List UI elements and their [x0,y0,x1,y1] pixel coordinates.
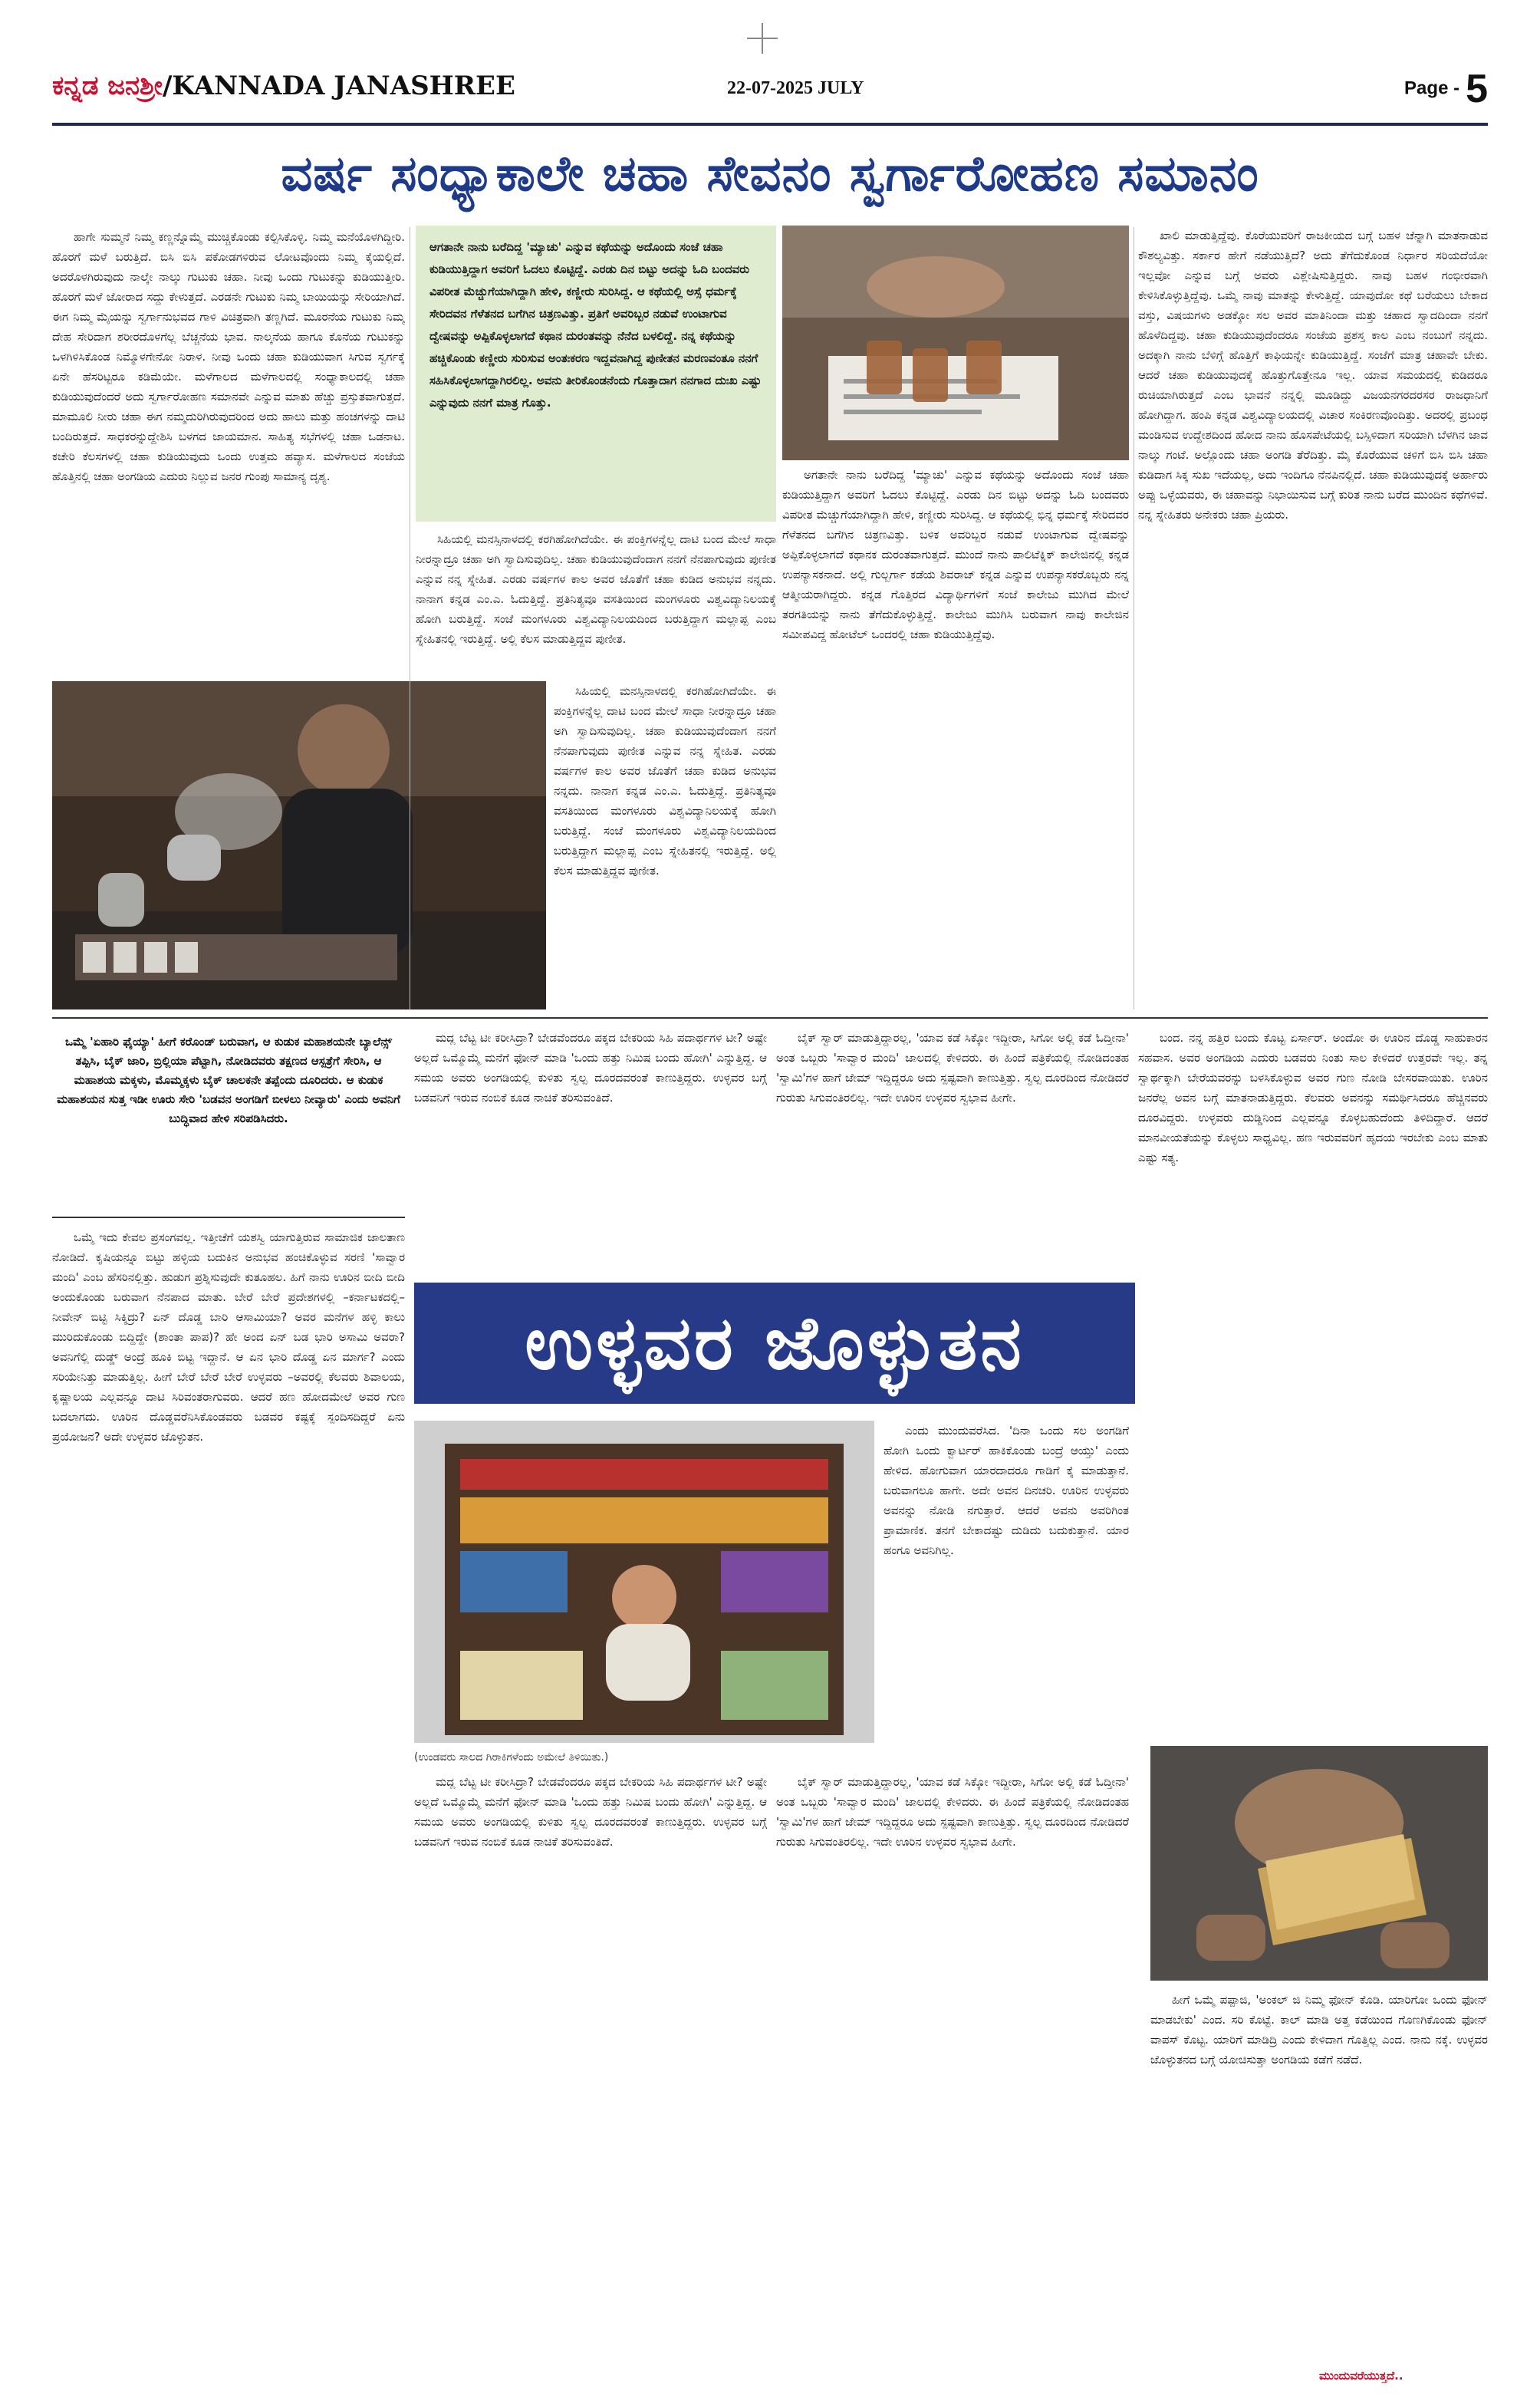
article-paragraph: ಬೈಕ್ ಸ್ವಾರ್ ಮಾಡುತ್ತಿದ್ದಾರಲ್ಲ, 'ಯಾವ ಕಡೆ ಸಿಕ್ಕೋ ಇದ್ದೀರಾ, ಸಿಗೋ ಅಲ್ಲಿ ಕಡೆ ಓದ್ತೀನಾ' ಅಂತ ಒಬ್ಬರು 'ಸಾವ್ವಾರ ಮಂದಿ' ಜಾಲದಲ್ಲಿ ಕೇಳಿದರು. ಈ ಹಿಂದೆ ಪತ್ರಿಕೆಯಲ್ಲಿ ನೋಡಿದಂತಹ 'ಸ್ವಾಮಿ'ಗಳ ಹಾಗೆ ಜೇಮ್ ಇದ್ದಿದ್ದರೂ ಅದು ಸ್ಪಷ್ಟವಾಗಿ ಕಾಣುತ್ತಿತ್ತು. ಸ್ವಲ್ಪ ದೂರದಿಂದ ನೋಡಿದರೆ ಗುರುತು ಸಿಗುವಂತಿರಲಿಲ್ಲ. ಇದೇ ಊರಿನ ಉಳ್ಳವರ ಸ್ವಭಾವ ಹೀಗೇ. [776,1775,1129,1849]
article-paragraph: ಅಗತಾನೇ ನಾನು ಬರೆದಿದ್ದ 'ಮ್ಯಾಚು' ಎನ್ನುವ ಕಥೆಯನ್ನು ಅದೊಂದು ಸಂಜೆ ಚಹಾ ಕುಡಿಯುತ್ತಿದ್ದಾಗ ಅವರಿಗೆ ಓದಲು ಕೊಟ್ಟಿದ್ದೆ. ಎರಡು ದಿನ ಬಿಟ್ಟು ಅದನ್ನು ಓದಿ ಬಂದವರು ವಿಪರೀತ ಮೆಚ್ಚುಗೆಯಾಗಿದ್ದಾಗಿ ಹೇಳಿ, ಕಣ್ಣೀರು ಸುರಿಸಿದ್ದ. ಆ ಕಥೆಯಲ್ಲಿ ಭಿನ್ನ ಧರ್ಮಕ್ಕೆ ಸೇರಿದವರ ಗೆಳೆತನದ ಬಗೆಗಿನ ಚಿತ್ರಣವಿತ್ತು. ಬಳಿಕ ಅವರಿಬ್ಬರ ನಡುವೆ ಉಂಟಾಗುವ ದ್ವೇಷವನ್ನು ಅಪ್ಪಿಕೊಳ್ಳಲಾಗದೆ ಕಥಾನಕ ದುರಂತವಾಗುತ್ತದೆ. ಮುಂದೆ ನಾನು ಪಾಲಿಟೆಕ್ನಿಕ್ ಕಾಲೇಜಿನಲ್ಲಿ ಕನ್ನಡ ಉಪನ್ಯಾಸಕನಾದೆ. ಅಲ್ಲಿ ಗುಲ್ಬರ್ಗಾ ಕಡೆಯ ಶಿವರಾಜ್ ಕನ್ನಡ ಎನ್ನುವ ಉಪನ್ಯಾಸಕರೊಬ್ಬರು ನನ್ನ ಆತ್ಮೀಯರಾಗಿದ್ದರು. ಕನ್ನಡ ಗೊತ್ತಿರದ ವಿದ್ಯಾರ್ಥಿಗಳಿಗೆ ಸಂಜೆ ಕಾಲೇಜು ಮುಗಿದ ಮೇಲೆ ತರಗತಿಯನ್ನು ನಾನು ತೆಗೆದುಕೊಳ್ಳುತ್ತಿದ್ದೆ. ಕಾಲೇಜು ಮುಗಿಸಿ ಬರುವಾಗ ನಾವು ಕಾಲೇಜಿನ ಸಮೀಪವಿದ್ದ ಹೋಟೆಲ್ ಒಂದರಲ್ಲಿ ಚಹಾ ಕುಡಿಯುತ್ತಿದ್ದೆವು. [782,468,1129,641]
section-column-2-lower [884,1421,1129,1743]
article-paragraph: ಎಂದು ಮುಂದುವರೆಸಿದ. 'ದಿನಾ ಒಂದು ಸಲ ಅಂಗಡಿಗೆ ಹೋಗಿ ಒಂದು ಕ್ವಾರ್ಟರ್ ಹಾಕಿಕೊಂಡು ಬಂದ್ರೆ ಆಯ್ತು' ಎಂದು ಹೇಳಿದ. ಹೋಗುವಾಗ ಯಾರದಾದರೂ ಗಾಡಿಗೆ ಕೈ ಮಾಡುತ್ತಾನೆ. ಬರುವಾಗಲೂ ಹಾಗೇ. ಅದೇ ಅವನ ದಿನಚರಿ. ಊರಿನ ಉಳ್ಳವರು ಅವನನ್ನು ನೋಡಿ ನಗುತ್ತಾರೆ. ಆದರೆ ಅವನು ಅವರಿಗಿಂತ ಪ್ರಾಮಾಣಿಕ. ತನಗೆ ಬೇಕಾದಷ್ಟು ದುಡಿದು ಬದುಕುತ್ತಾನೆ. ಯಾರ ಹಂಗೂ ಅವನಿಗಿಲ್ಲ. [884,1424,1129,1557]
brand-kannada: ಕನ್ನಡ ಜನಶ್ರೀ [52,71,163,101]
page-label: Page - [1404,77,1460,99]
column-1-top [52,227,405,675]
column-3-below-photo [782,465,1129,1009]
brand-english: KANNADA JANASHREE [172,71,515,101]
issue-date: 22-07-2025 JULY [727,78,864,98]
article-paragraph: ಮದ್ಲ ಬೆಟ್ಟ ಟೀ ಕರೀಸಿದ್ರಾ? ಬೇಡವೆಂದರೂ ಪಕ್ಕದ ಬೇಕರಿಯ ಸಿಹಿ ಪದಾರ್ಥಗಳ ಟೀ? ಅಷ್ಟೇ ಅಲ್ಲದೆ ಒಮ್ಮೊಮ್ಮೆ ಮನೆಗೆ ಫೋನ್ ಮಾಡಿ 'ಒಂದು ಹತ್ತು ನಿಮಿಷ ಬಂದು ಹೋಗಿ' ಎನ್ನುತ್ತಿದ್ದ. ಆ ಸಮಯ ಅವರು ಅಂಗಡಿಯಲ್ಲಿ ಕುಳಿತು ಸ್ವಲ್ಪ ದೂರದವರಂತೆ ಕಾಣುತ್ತಿದ್ದರು. ಉಳ್ಳವರ ಬಗ್ಗೆ ಬಡವನಿಗೆ ಇರುವ ನಂಬಿಕೆ ಕೂಡ ನಾಚಿಕೆ ತರಿಸುವಂತಿದೆ. [414,1031,767,1105]
article-paragraph: ಮದ್ಲ ಬೆಟ್ಟ ಟೀ ಕರೀಸಿದ್ರಾ? ಬೇಡವೆಂದರೂ ಪಕ್ಕದ ಬೇಕರಿಯ ಸಿಹಿ ಪದಾರ್ಥಗಳ ಟೀ? ಅಷ್ಟೇ ಅಲ್ಲದೆ ಒಮ್ಮೊಮ್ಮೆ ಮನೆಗೆ ಫೋನ್ ಮಾಡಿ 'ಒಂದು ಹತ್ತು ನಿಮಿಷ ಬಂದು ಹೋಗಿ' ಎನ್ನುತ್ತಿದ್ದ. ಆ ಸಮಯ ಅವರು ಅಂಗಡಿಯಲ್ಲಿ ಕುಳಿತು ಸ್ವಲ್ಪ ದೂರದವರಂತೆ ಕಾಣುತ್ತಿದ್ದರು. ಉಳ್ಳವರ ಬಗ್ಗೆ ಬಡವನಿಗೆ ಇರುವ ನಂಬಿಕೆ ಕೂಡ ನಾಚಿಕೆ ತರಿಸುವಂತಿದೆ. [414,1775,767,1849]
photo-caption: (ಉಂಡವರು ಸಾಲದ ಗಿರಾಕಿಗಳೆಂದು ಅಮೇಲೆ ತಿಳಿಯಿತು.) [414,1751,609,1764]
article-paragraph: ಬೈಕ್ ಸ್ವಾರ್ ಮಾಡುತ್ತಿದ್ದಾರಲ್ಲ, 'ಯಾವ ಕಡೆ ಸಿಕ್ಕೋ ಇದ್ದೀರಾ, ಸಿಗೋ ಅಲ್ಲಿ ಕಡೆ ಓದ್ತೀನಾ' ಅಂತ ಒಬ್ಬರು 'ಸಾವ್ವಾರ ಮಂದಿ' ಜಾಲದಲ್ಲಿ ಕೇಳಿದರು. ಈ ಹಿಂದೆ ಪತ್ರಿಕೆಯಲ್ಲಿ ನೋಡಿದಂತಹ 'ಸ್ವಾಮಿ'ಗಳ ಹಾಗೆ ಜೇಮ್ ಇದ್ದಿದ್ದರೂ ಅದು ಸ್ಪಷ್ಟವಾಗಿ ಕಾಣುತ್ತಿತ್ತು. ಸ್ವಲ್ಪ ದೂರದಿಂದ ನೋಡಿದರೆ ಗುರುತು ಸಿಗುವಂತಿರಲಿಲ್ಲ. ಇದೇ ಊರಿನ ಉಳ್ಳವರ ಸ್ವಭಾವ ಹೀಗೇ. [776,1031,1129,1105]
section-rule [52,1017,1488,1019]
pull-quote-box: ಆಗತಾನೇ ನಾನು ಬರೆದಿದ್ದ 'ಮ್ಯಾಚು' ಎನ್ನುವ ಕಥೆಯನ್ನು ಅದೊಂದು ಸಂಜೆ ಚಹಾ ಕುಡಿಯುತ್ತಿದ್ದಾಗ ಅವರಿಗೆ ಓದಲು ಕೊಟ್ಟಿದ್ದೆ. ಎರಡು ದಿನ ಬಿಟ್ಟು ಅದನ್ನು ಓದಿ ಬಂದವರು ವಿಪರೀತ ಮೆಚ್ಚುಗೆಯಾಗಿದ್ದಾಗಿ ಹೇಳಿ, ಕಣ್ಣೀರು ಸುರಿಸಿದ್ದ. ಆ ಕಥೆಯಲ್ಲಿ ಅಸ್ಸೆ ಧರ್ಮಕ್ಕೆ ಸೇರಿದವನ ಗೆಳೆತನದ ಬಗೆಗಿನ ಚಿತ್ರಣವಿತ್ತು. ಪ್ರತಿಗೆ ಅವರಿಬ್ಬರ ನಡುವೆ ಉಂಟಾಗುವ ದ್ವೇಷವನ್ನು ಅಪ್ಪಿಕೊಳ್ಳಲಾಗದೆ ಕಥಾನ ದುರಂತವನ್ನು ನೆನೆದ ಬಳಲಿದ್ದೆ. ನನ್ನ ಕಥೆಯನ್ನು ಹಚ್ಚಿಕೊಂಡು ಕಣ್ಣೀರು ಸುರಿಸುವ ಅಂತಃಕರಣ ಇದ್ದವನಾಗಿದ್ದ ಪುಣೀತನ ಮರಣವಂತೂ ನನಗೆ ಸಹಿಸಿಕೊಳ್ಳಲಾಗದ್ದಾಗಿರಲಿಲ್ಲ. ಅವನು ತೀರಿಕೊಂಡನೆಂದು ಗೊತ್ತಾದಾಗ ನನಗಾದ ದುಃಖ ಎಷ್ಟು ಎನ್ನುವುದು ನನಗೆ ಮಾತ್ರ ಗೊತ್ತು. [416,226,776,522]
brand-separator: / [162,71,173,101]
section-column-3 [776,1028,1129,1273]
article-paragraph: ಸಿಹಿಯಲ್ಲಿ ಮನಸ್ಸಿನಾಳದಲ್ಲಿ ಕರಗಿಹೋಗಿದೆಯೇ. ಈ ಪಂಕ್ತಿಗಳನ್ನೆಲ್ಲ ದಾಟಿ ಬಂದ ಮೇಲೆ ಸಾಧಾ ನೀರನ್ನಾದ್ರೂ ಚಹಾ ಅಗಿ ಸ್ವಾದಿಸುವುದಿಲ್ಲ. ಚಹಾ ಕುಡಿಯುವುದೆಂದಾಗ ನನಗೆ ನೆನಪಾಗುವುದು ಪುಣೀತ ಎನ್ನುವ ನನ್ನ ಸ್ನೇಹಿತ. ಎರಡು ವರ್ಷಗಳ ಕಾಲ ಅವರ ಜೊತೆಗೆ ಚಹಾ ಕುಡಿದ ಅನುಭವ ನನ್ನದು. ನಾನಾಗ ಕನ್ನಡ ಎಂ.ಎ. ಓದುತ್ತಿದ್ದೆ. ಪ್ರತಿನಿತ್ಯವೂ ವಸತಿಯಿಂದ ಮಂಗಳೂರು ವಿಶ್ವವಿದ್ಯಾನಿಲಯಕ್ಕೆ ಹೋಗಿ ಬರುತ್ತಿದ್ದೆ. ಸಂಜೆ ಮಂಗಳೂರು ವಿಶ್ವವಿದ್ಯಾನಿಲಯದಿಂದ ಬರುತ್ತಿದ್ದಾಗ ಮಲ್ಲಾಪ್ಪ ಎಂಬ ಸ್ನೇಹಿತನಲ್ಲಿ ಇರುತ್ತಿದ್ದೆ. ಅಲ್ಲಿ ಕೆಲಸ ಮಾಡುತ್ತಿದ್ದವ ಪುಣೀತ. [554,684,776,878]
article-paragraph: ಒಮ್ಮೆ ಇದು ಕೇವಲ ಪ್ರಸಂಗವಲ್ಲ. ಇತ್ತೀಚೆಗೆ ಯಶಸ್ವಿ ಯಾಗುತ್ತಿರುವ ಸಾಮಾಜಿಕ ಜಾಲತಾಣ ನೋಡಿದೆ. ಕೃಷಿಯನ್ನೂ ಬಿಟ್ಟು ಹಳ್ಳಿಯ ಬದುಕಿನ ಅನುಭವ ಹಂಚಿಕೊಳ್ಳುವ ಸರಣಿ 'ಸಾವ್ವಾರ ಮಂದಿ' ಎಂಬ ಹೆಸರಿನಲ್ಲಿತ್ತು. ಹುಡುಗ ಪ್ರಶ್ನಿಸುವುದೇ ಕುತೂಹಲ. ಹಿಗೆ ನಾನು ಊರಿನ ಬೀದಿ ಬೀದಿ ಅಂದುಕೊಂಡು ಬರುವಾಗ ನೆನಪಾದ ಮಾತು. ಬೇರೆ ಬೇರೆ ಪ್ರದೇಶಗಳಲ್ಲಿ –ಕರ್ನಾಟಕದಲ್ಲಿ– ನೀವೇನ್ ಬಿಟ್ಟಿ ಸಿಕ್ಕಿದ್ರು? ಏನ್ ದೊಡ್ಡ ಬಾರಿ ಆಸಾಮಿಯಾ? ಅವರ ಮನೆಗಳ ಹಳ್ಳಿ ಕಾಲು ಮುರಿದುಕೊಂಡು ಬಿದ್ದಿದ್ದೇ (ಶಾಂತಾ ಪಾಪ)? ಹೇ ಅಂದ ಏನ್ ಬಡ ಭಾರಿ ಅಸಾಮಿ ಅವರಾ? ಅವನಿಗೆಲ್ಲಿ ದುಡ್ಡ್ ಅಂದ್ರೆ ಹೂಕಿ ಬಿಟ್ಟ ಇದ್ದಾನೆ. ಆ ಏನ ಭಾರಿ ದೊಡ್ಡ ಏನ ಮಾರ್ಗ? ಎಂದು ಸರಿಯೇನಿತ್ತು ಮಾಡುತ್ತಿಲ್ಲ. ಹೀಗೆ ಬೇರೆ ಬೇರೆ ಬೇರೆ ಉಳ್ಳವರು –ಅವರಲ್ಲಿ ಕೆಲವರು ಶಿವಾಲಯ, ಕೃಷ್ಣಾಲಯ ಎಲ್ಲವನ್ನೂ ದಾಟಿ ಸಿರಿವಂತರಾಗುವರು. ಆದರೆ ಹಣ ಹೋದಮೇಲೆ ಅವರ ಗುಣ ಬದಲಾಗದು. ಊರಿನ ದೊಡ್ಡವರೆನಿಸಿಕೊಂಡವರು ಬಡವರ ಕಷ್ಟಕ್ಕೆ ಸ್ಪಂದಿಸದಿದ್ದರೆ ಏನು ಪ್ರಯೋಜನ? ಅದೇ ಉಳ್ಳವರ ಜೊಳ್ಳುತನ. [52,1230,405,1444]
section-title-banner: ಉಳ್ಳವರ ಜೊಳ್ಳುತನ [414,1283,1135,1404]
section-column-4-bottom [1150,1990,1488,2366]
brand [52,71,515,101]
article-paragraph: ಬಂದ. ನನ್ನ ಹತ್ತಿರ ಬಂದು ಕೊಟ್ಟ ಏರ್ಸಾರ್. ಅಂದೋ ಈ ಊರಿನ ದೊಡ್ಡ ಸಾಹುಕಾರನ ಸಹವಾಸ. ಅವರ ಅಂಗಡಿಯ ಎದುರು ಬಡವರು ನಿಂತು ಸಾಲ ಕೇಳಿದರೆ ಉತ್ತರವೇ ಇಲ್ಲ. ತನ್ನ ಸ್ವಾರ್ಥಕ್ಕಾಗಿ ಬೇರೆಯವರನ್ನು ಬಳಸಿಕೊಳ್ಳುವ ಅವರ ಗುಣ ನೋಡಿ ಬೇಸರವಾಯಿತು. ಊರಿನ ಜನರೆಲ್ಲ ಅವನ ಬಗ್ಗೆ ಮಾತನಾಡುತ್ತಿದ್ದರು. ಕೆಲವರು ಅವನನ್ನು ಸಮರ್ಥಿಸಿದರೂ ಹೆಚ್ಚಿನವರು ದೂರವಿದ್ದರು. ಉಳ್ಳವರು ದುಡ್ಡಿನಿಂದ ಎಲ್ಲವನ್ನೂ ಕೊಳ್ಳಬಹುದೆಂದು ತಿಳಿದಿದ್ದಾರೆ. ಆದರೆ ಮಾನವೀಯತೆಯನ್ನು ಕೊಳ್ಳಲು ಸಾಧ್ಯವಿಲ್ಲ. ಹಣ ಇರುವವರಿಗೆ ಹೃದಯ ಇರಬೇಕು ಎಂಬ ಮಾತು ಎಷ್ಟು ಸತ್ಯ. [1138,1031,1488,1164]
page-indicator [1404,66,1488,112]
article-paragraph: ಖಾಲಿ ಮಾಡುತ್ತಿದ್ದೆವು. ಕೊರೆಯುವರಿಗೆ ರಾಜಕೀಯದ ಬಗ್ಗೆ ಬಹಳ ಚೆನ್ನಾಗಿ ಮಾತನಾಡುವ ಕೌಶಲ್ಯವಿತ್ತು. ಸರ್ಕಾರ ಹೇಗೆ ನಡೆಯುತ್ತಿದೆ? ಅದು ತೆಗೆದುಕೊಂಡ ನಿರ್ಧಾರ ಸರಿಯದೆಯೋ ಇಲ್ಲವೋ ಎನ್ನುವ ಬಗ್ಗೆ ಅವರು ವಿಶ್ಲೇಷಿಸುತ್ತಿದ್ದರು. ನಾವು ಬಹಳ ಗಂಭೀರವಾಗಿ ಕೇಳಿಸಿಕೊಳ್ಳುತ್ತಿದ್ದೆವು. ಒಮ್ಮೆ ನಾವು ಮಾತನ್ನು ಕೇಳುತ್ತಿದ್ದೆ. ಯಾವುದೋ ಕಥೆ ಬರೆಯಲು ಬೇಕಾದ ವಸ್ತು, ವಿಷಯಗಳು ಅಡಕ್ಕೋ ಸಲ ಅವರ ಮಾತಿನಿಂದಾ ಮತ್ತು ಚಹಾದ ಸ್ವಾದದಿಂದಾ ನನಗೆ ಹೊಳೆದಿದ್ದವು. ಚಹಾ ಕುಡಿಯುವುದೆಂದರೂ ಸಂಜೆಯ ಪ್ರಶಸ್ತ ಕಾಲ ಎಂಬ ನಂಬುಗೆ ನನ್ನದು. ಅದಕ್ಕಾಗಿ ನಾನು ಬೆಳಿಗ್ಗೆ ಹೊತ್ತಿಗೆ ಕಾಫಿಯನ್ನೇ ಕುಡಿಯುತ್ತಿದ್ದೆ. ಸಂಜೆಗೆ ಮಾತ್ರ ಚಹಾವೇ ಬೇಕು. ಆದರೆ ಚಹಾ ಕುಡಿಯುವುದಕ್ಕೆ ಹೊತ್ತುಗೊತ್ತೇನೂ ಇಲ್ಲ. ಯಾವ ಸಮಯದಲ್ಲಿ ಕುಡಿದರೂ ರುಚಿಯಾಗಿರುತ್ತದೆ ಎಂಬ ಭಾವನೆ ನನ್ನಲ್ಲಿ ಮೂಡಿದ್ದು ವಿಜಯನಗರದರಸರ ರಾಜಧಾನಿಗೆ ಹೋಗಿದ್ದಾಗ. ಹಂಪಿ ಕನ್ನಡ ವಿಶ್ವವಿದ್ಯಾಲಯದಲ್ಲಿ ವಿಚಾರ ಸಂಕಿರಣವೊಂದಿತ್ತು. ಅದರಲ್ಲಿ ಪ್ರಬಂಧ ಮಂಡಿಸುವ ಉದ್ದೇಶದಿಂದ ಹೋದ ನಾನು ಹೊಸಪೇಟೆಯಲ್ಲಿ ಬಸ್ಸಿಳಿದಾಗ ಸರಿಯಾಗಿ ಬೆಳಗಿನ ಜಾವ ನಾಲ್ಕು ಗಂಟೆ. ಅಲ್ಲೊಂದು ಚಹಾ ಅಂಗಡಿ ತೆರೆದಿತ್ತು. ಮೈ ಕೊರೆಯುವ ಚಳಿಗೆ ಬಿಸಿ ಬಿಸಿ ಚಹಾ ಕುಡಿದಾಗ ಸಿಕ್ಕ ಸುಖ ಇದೆಯಲ್ಲ, ಅದು ಇಂದಿಗೂ ನೆನಪಿನಲ್ಲಿದೆ. ಚಹಾ ಕುಡಿಯುವುದಕ್ಕೆ ಅರ್ಹಾರು ಅಪ್ಪು ಒಳ್ಳೆಯವರು, ಈ ಚಹಾವನ್ನು ನಿಭಾಯಿಸುವ ಬಗ್ಗೆ ಕುರಿತ ನಾನು ಬರೆದ ಮುಂದಿನ ಕಥೆಗಳಿವೆ. ನನ್ನ ಸ್ನೇಹಿತರು ಅನೇಕರು ಚಹಾ ಪ್ರಿಯರು. [1138,229,1488,522]
shop-counter-photo [414,1421,874,1743]
money-counting-photo [1150,1746,1488,1981]
tea-cups-photo [782,226,1129,460]
registration-mark [747,23,778,54]
column-2-mid [416,529,776,675]
boxed-lead-text: ಒಮ್ಮೆ 'ಏಹಾರಿ ಫೈಯ್ಯಾ' ಹೀಗೆ ಕರೊಂಡ್ ಬರುವಾಗ, ಆ ಕುಡುಕ ಮಹಾಶಯನೇ ಬ್ಯಾಲೆನ್ಸ್ ತಪ್ಪಿಸಿ, ಬೈಕ್ ಜಾರಿ, ಬ್ರಿಲ್ಲಿಯಾ ಪೆಟ್ಟಾಗಿ, ನೋಡಿದವರು ತಕ್ಷಣದ ಆಸ್ಪತ್ರೆಗೆ ಸೇರಿಸಿ, ಆ ಮಹಾಶಯ ಮಕ್ಕಳು, ಮೊಮ್ಮಕ್ಕಳು ಬೈಕ್ ಚಾಲಕನೇ ತಪ್ಪೆಂದು ದೂರಿದರು. ಆ ಕುಡುಕ ಮಹಾಶಯನ ಸುತ್ತ ಇಡೀ ಊರು ಸೇರಿ 'ಬಡವನ ಅಂಗಡಿಗೆ ಬೀಳಲು ನೀವ್ಯಾರು' ಎಂದು ಅವನಿಗೆ ಬುದ್ಧಿವಾದ ಹೇಳಿ ಸರಿಪಡಿಸಿದರು. [52,1028,405,1218]
column-2-lower [554,681,776,1009]
section-column-2-bottom [414,1772,767,2386]
column-4-right [1138,226,1488,1009]
masthead [52,67,1488,117]
section-column-2 [414,1028,767,1273]
section-column-4 [1138,1028,1488,1741]
section-column-3-bottom [776,1772,1129,2386]
main-headline: ವರ್ಷ ಸಂಧ್ಯಾಕಾಲೇ ಚಹಾ ಸೇವನಂ ಸ್ವರ್ಗಾರೋಹಣ ಸಮಾನಂ [281,146,1259,203]
page-number: 5 [1466,67,1488,111]
masthead-rule [52,123,1488,126]
article-paragraph: ಸಿಹಿಯಲ್ಲಿ ಮನಸ್ಸಿನಾಳದಲ್ಲಿ ಕರಗಿಹೋಗಿದೆಯೇ. ಈ ಪಂಕ್ತಿಗಳನ್ನೆಲ್ಲ ದಾಟಿ ಬಂದ ಮೇಲೆ ಸಾಧಾ ನೀರನ್ನಾದ್ರೂ ಚಹಾ ಅಗಿ ಸ್ವಾದಿಸುವುದಿಲ್ಲ. ಚಹಾ ಕುಡಿಯುವುದೆಂದಾಗ ನನಗೆ ನೆನಪಾಗುವುದು ಪುಣೀತ ಎನ್ನುವ ನನ್ನ ಸ್ನೇಹಿತ. ಎರಡು ವರ್ಷಗಳ ಕಾಲ ಅವರ ಜೊತೆಗೆ ಚಹಾ ಕುಡಿದ ಅನುಭವ ನನ್ನದು. ನಾನಾಗ ಕನ್ನಡ ಎಂ.ಎ. ಓದುತ್ತಿದ್ದೆ. ಪ್ರತಿನಿತ್ಯವೂ ವಸತಿಯಿಂದ ಮಂಗಳೂರು ವಿಶ್ವವಿದ್ಯಾನಿಲಯಕ್ಕೆ ಹೋಗಿ ಬರುತ್ತಿದ್ದೆ. ಸಂಜೆ ಮಂಗಳೂರು ವಿಶ್ವವಿದ್ಯಾನಿಲಯದಿಂದ ಬರುತ್ತಿದ್ದಾಗ ಮಲ್ಲಾಪ್ಪ ಎಂಬ ಸ್ನೇಹಿತನಲ್ಲಿ ಇರುತ್ತಿದ್ದೆ. ಅಲ್ಲಿ ಕೆಲಸ ಮಾಡುತ್ತಿದ್ದವ ಪುಣೀತ. [416,532,776,646]
continued-signoff: ಮುಂದುವರೆಯುತ್ತದೆ.. [1319,2369,1403,2383]
section-column-1 [52,1227,405,2386]
article-paragraph: ಹೀಗೆ ಒಮ್ಮೆ ಪಪ್ಪಾಜಿ, 'ಅಂಕಲ್ ಜಿ ನಿಮ್ಮ ಫೋನ್ ಕೊಡಿ. ಯಾರಿಗೋ ಒಂದು ಫೋನ್ ಮಾಡಬೇಕು' ಎಂದ. ಸರಿ ಕೊಟ್ಟೆ. ಕಾಲ್ ಮಾಡಿ ಅತ್ತ ಕಡೆಯಿಂದ ಗೊಣಗಿಕೊಂಡು ಫೋನ್ ವಾಪಸ್ ಕೊಟ್ಟ. ಯಾರಿಗೆ ಮಾಡಿದ್ರಿ ಎಂದು ಕೇಳಿದಾಗ ಗೊತ್ತಿಲ್ಲ ಎಂದ. ನಾನು ನಕ್ಕೆ. ಉಳ್ಳವರ ಜೊಳ್ಳುತನದ ಬಗ್ಗೆ ಯೋಚಿಸುತ್ತಾ ಅಂಗಡಿಯ ಕಡೆಗೆ ನಡೆದೆ. [1150,1993,1488,2067]
tea-vendor-photo [52,681,546,1009]
article-paragraph: ಹಾಗೇ ಸುಮ್ಮನೆ ನಿಮ್ಮ ಕಣ್ಣನ್ನೊಮ್ಮೆ ಮುಚ್ಚಿಕೊಂಡು ಕಲ್ಪಿಸಿಕೊಳ್ಳಿ. ನಿಮ್ಮ ಮನೆಯೊಳಗಿದ್ದೀರಿ. ಹೊರಗೆ ಮಳೆ ಬರುತ್ತಿದೆ. ಬಿಸಿ ಬಿಸಿ ಪಕೋಡಗಳಿರುವ ಲೋಟವೊಂದು ನಿಮ್ಮ ಕೈಯಲ್ಲಿದೆ. ಅದರೊಳಗಿರುವುದು ನಾಲ್ಕೇ ನಾಲ್ಕು ಗುಟುಕು ಚಹಾ. ನೀವು ಒಂದು ಗುಟುಕನ್ನು ಕುಡಿಯುತ್ತೀರಿ. ಹೊರಗೆ ಮಳೆ ಜೋರಾದ ಸದ್ದು ಕೇಳುತ್ತದೆ. ಎರಡನೇ ಗುಟುಕು ನಿಮ್ಮ ಬಾಯಿಯನ್ನು ಸೇರಿಯಾಗಿದೆ. ಈಗ ನಿಮ್ಮ ಮೈಯನ್ನು ಸ್ವರ್ಗಾನುಭವದ ಗಾಳಿ ವಿಚಿತ್ರವಾಗಿ ತಣ್ಣಗಿದೆ. ಮೂರನೆಯ ಗುಟುಕು ನಿಮ್ಮ ದೇಹ ಸೇರಿದಾಗ ಶರೀರದೊಳಗೆಲ್ಲ ಬೆಚ್ಚನೆಯ ಭಾವ. ನಾಲ್ಕನೆಯ ಹಾಗೂ ಕೊನೆಯ ಗುಟುಕನ್ನು ಒಳಗಿಳಿಸಿಕೊಂಡ ನಿಮ್ಮೊಳಗೇನೋ ನಿರಾಳ. ನೀವು ಒಂದು ಚಹಾ ಕುಡಿಯುವಾಗ ಸಿಗುವ ಸ್ವರ್ಗಕ್ಕೆ ಏನೇ ಹೆಸರಿಟ್ಟರೂ ಕಡಿಮೆಯೇ. ಮಳೆಗಾಲದ ಮಳೆಗಾಲದಲ್ಲಿ ಸಂಧ್ಯಾಕಾಲದಲ್ಲಿ ಚಹಾ ಕುಡಿಯುವುದೆಂದರೆ ಅದು ಸ್ವರ್ಗಾರೋಹಣ ಸಮಾನವೇ ಎನ್ನುವ ಮಾತು ಹೆಚ್ಚು ಪ್ರಸ್ತುತವಾಗುತ್ತದೆ. ಮಾಮೂಲಿ ನೀರು ಚಹಾ ಈಗ ನಮ್ಮದುರಿಗಿರುವುದರಿಂದ ಅದು ಹಾಲು ಮತ್ತು ಹಂಚಗಳನ್ನು ದಾಟಿ ಬಂದಿರುತ್ತದೆ. ಸಾಧಕರನ್ನುದ್ದೇಶಿಸಿ ಬಳಗದ ಜಾಯಮಾನ. ಸಾಹಿತ್ಯ ಸಭೆಗಳಲ್ಲಿ ಚಹಾ ಒಡನಾಟ. ಕಚೇರಿ ಕೆಲಸಗಳಲ್ಲಿ ಚಹಾ ಕುಡಿಯುವುದು ಒಂದು ಉತ್ತಮ ಹವ್ಯಾಸ. ಮಳೆಗಾಲದ ಸಂಜೆಯ ಹೊತ್ತಿನಲ್ಲಿ ಚಹಾ ಅಂಗಡಿಯ ಎದುರು ನಿಲ್ಲುವ ಜನರ ಗುಂಪು ಸಾಮಾನ್ಯ ದೃಶ್ಯ. [52,230,405,483]
